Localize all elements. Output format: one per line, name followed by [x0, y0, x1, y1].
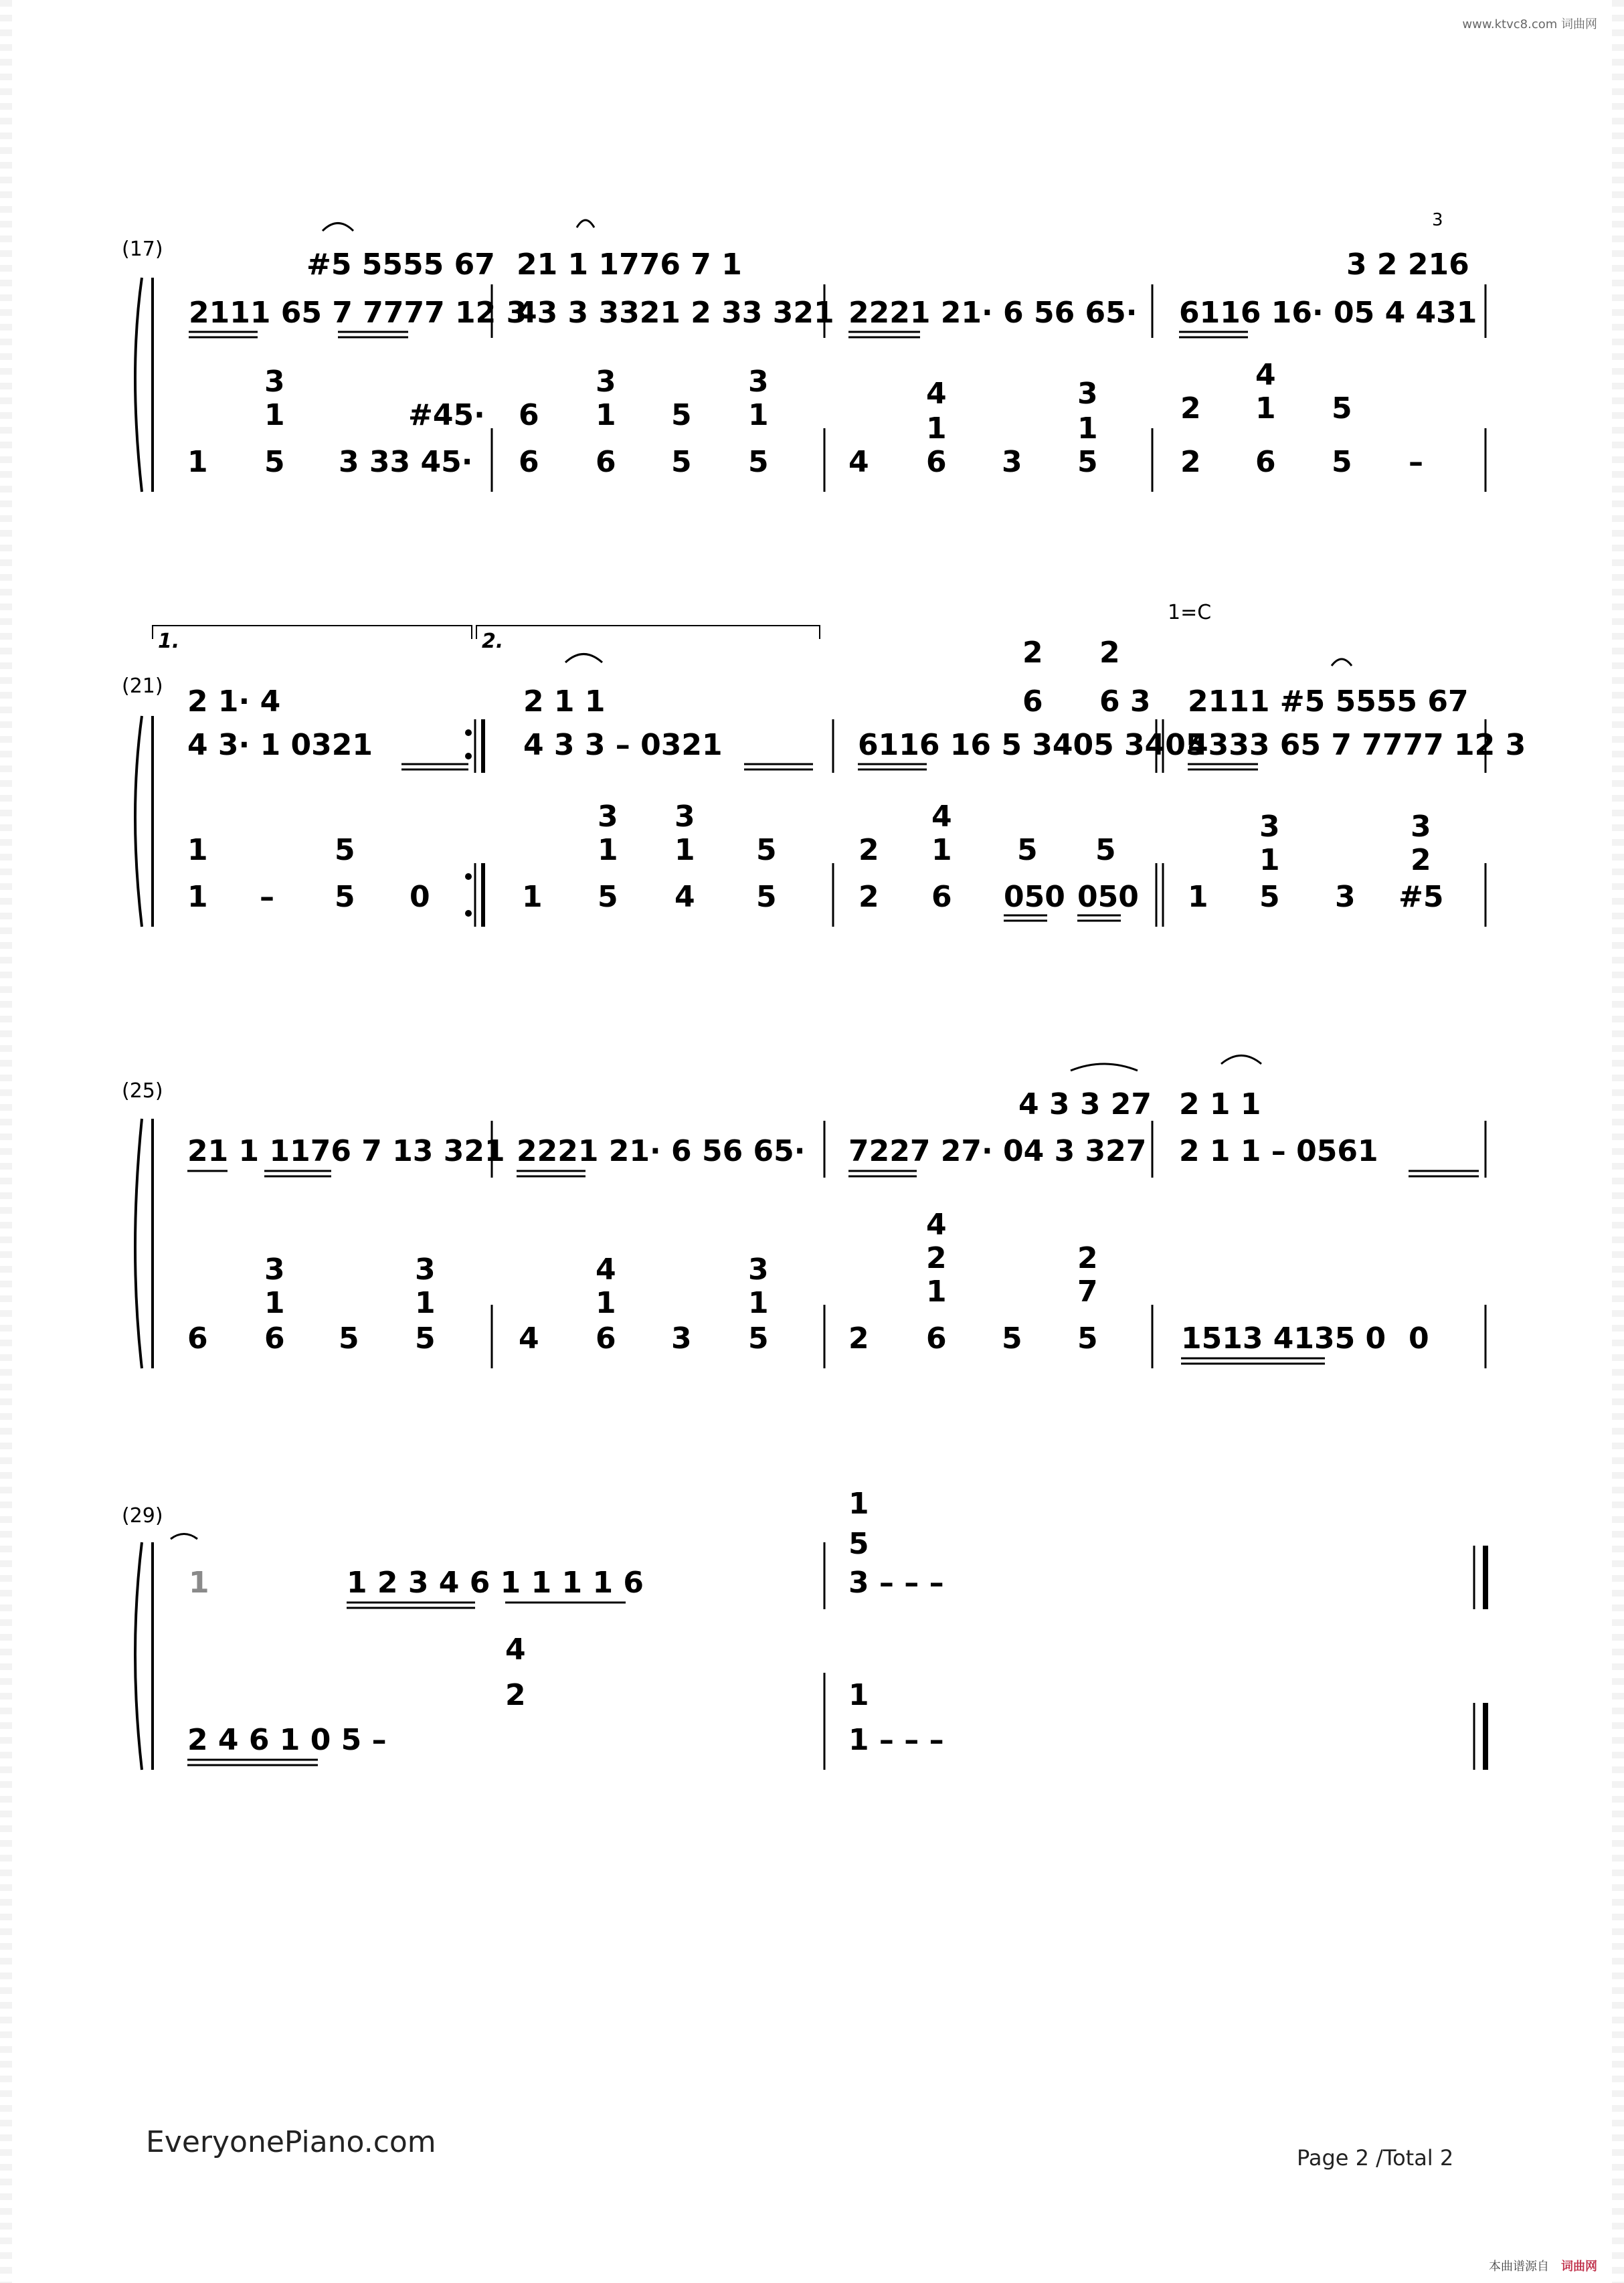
melody-main: 2221 21· 6 56 65· — [517, 1134, 806, 1168]
key-change: 1=C — [1168, 601, 1212, 624]
tie-arc — [577, 220, 594, 227]
bass-note: 5 — [1077, 1321, 1098, 1356]
bass-note: #5 — [1399, 880, 1444, 914]
harmony-mid: 2 — [859, 833, 879, 867]
chord-top: 1 — [848, 1487, 869, 1521]
harmony-top: 3 — [748, 1253, 769, 1287]
harmony-low: 7 — [1077, 1275, 1098, 1309]
bass-note: 1 — [187, 880, 208, 914]
bass-note: 5 — [335, 880, 355, 914]
harmony-mid: 5 — [671, 398, 692, 432]
bass-note: 5 — [264, 445, 285, 479]
triplet-mark: 3 — [1432, 210, 1443, 230]
harmony-mid: 6 — [519, 398, 539, 432]
bass-note: 6 — [187, 1321, 208, 1356]
harmony-mid: 5 — [756, 833, 777, 867]
bass-note: 1 — [1188, 880, 1208, 914]
volta-bracket-2 — [476, 626, 820, 639]
harmony-mid: 5 — [1332, 391, 1352, 426]
harmony-low: 1 — [926, 1275, 947, 1309]
tie-arc — [1332, 659, 1352, 666]
melody-main: 4 3 3 – 0321 — [523, 728, 723, 762]
melody-upper: 3 2 216 — [1346, 248, 1469, 282]
bass-note: 6 — [519, 445, 539, 479]
bass-note: 4 — [519, 1321, 539, 1356]
volta-label-2: 2. — [482, 630, 504, 653]
melody-main: 2221 21· 6 56 65· — [848, 296, 1138, 330]
melody-upper: #5 5555 67 — [306, 248, 495, 282]
system-brace — [135, 1542, 142, 1770]
bass-note: – — [260, 880, 274, 914]
bass-note: 5 — [748, 445, 769, 479]
page-number: Page 2 /Total 2 — [1297, 2145, 1454, 2171]
harmony-top: 4 — [926, 377, 947, 411]
bass-note: 5 — [748, 1321, 769, 1356]
repeat-dot — [465, 729, 472, 736]
harmony-mid: 1 — [748, 398, 769, 432]
harmony-mid: 5 — [335, 833, 355, 867]
melody-upper: 2 1 1 — [523, 684, 606, 719]
volta-bracket-1 — [153, 626, 472, 639]
harmony-top: 3 — [598, 800, 618, 834]
harmony-mid: 2 — [1077, 1241, 1098, 1275]
melody-main: 21 1 1176 7 13 321 — [187, 1134, 505, 1168]
melody-main: 4333 65 7 7777 12 3 — [1188, 728, 1526, 762]
bass-note: 5 — [415, 1321, 436, 1356]
bass-note: 5 — [598, 880, 618, 914]
bass-note: 5 — [1259, 880, 1280, 914]
harmony-mid: 2 — [1180, 391, 1201, 426]
source-logo — [1489, 2258, 1597, 2274]
bass-note: 6 — [931, 880, 952, 914]
bass-note: 050 — [1077, 880, 1139, 914]
system-25 — [122, 1056, 1485, 1369]
melody-main: 6116 16 5 3405 3405 — [858, 728, 1206, 762]
system-brace — [135, 278, 142, 492]
bass-note: 5 — [671, 445, 692, 479]
harmony-mid: 1 — [598, 833, 618, 867]
bass-note: 050 — [1004, 880, 1065, 914]
melody-main: 6116 16· 05 4 431 — [1179, 296, 1477, 330]
system-21 — [122, 601, 1526, 927]
bass-note: 1513 4135 0 — [1181, 1321, 1386, 1356]
harmony-mid: 2 — [926, 1241, 947, 1275]
bass-note: 4 — [848, 445, 869, 479]
harmony-top: 3 — [1411, 810, 1431, 844]
harmony-top: 4 — [926, 1208, 947, 1242]
bass-note: 5 — [1077, 445, 1098, 479]
melody-upper: 21 1 1776 7 1 — [517, 248, 742, 282]
harmony-top: 3 — [264, 1253, 285, 1287]
footer-brand: EveryonePiano.com — [146, 2125, 436, 2159]
melody-main: 7227 27· 04 3 327 — [848, 1134, 1147, 1168]
volta-label-1: 1. — [158, 630, 180, 653]
site-watermark: www.ktvc8.com 词曲网 — [1462, 17, 1597, 31]
harmony-top: 4 — [505, 1633, 526, 1667]
harmony-mid: 1 — [748, 1286, 769, 1320]
melody-upper: 2 1 1 — [1179, 1087, 1261, 1121]
harmony-mid: 1 — [264, 1286, 285, 1320]
measure-number-25: (25) — [122, 1079, 163, 1103]
bass-note: – — [1409, 445, 1423, 479]
harmony-mid: 1 — [1259, 843, 1280, 877]
harmony-top: 4 — [931, 800, 952, 834]
harmony-top: 3 — [674, 800, 695, 834]
harmony-mid: 1 — [848, 1678, 869, 1712]
tie-arc — [565, 654, 602, 663]
bass-note: 6 — [926, 1321, 947, 1356]
melody-main: 4 3· 1 0321 — [187, 728, 373, 762]
harmony-mid: 1 — [931, 833, 952, 867]
bass-note: 6 — [926, 445, 947, 479]
harmony-mid: 2 — [505, 1678, 526, 1712]
harmony-top: 4 — [596, 1253, 616, 1287]
harmony-top: 4 — [1255, 358, 1276, 392]
bass-note: 0 — [1409, 1321, 1429, 1356]
melody-upper: 6 — [1022, 684, 1043, 719]
melody-upper: 2111 #5 5555 67 — [1188, 684, 1469, 719]
bass-note: 3 — [1335, 880, 1356, 914]
system-brace — [135, 1119, 142, 1368]
melody-main: 43 3 3321 2 33 321 — [517, 296, 834, 330]
harmony-mid: #45· — [408, 398, 485, 432]
bass-note: 1 — [187, 445, 208, 479]
bass-note: 2 — [1180, 445, 1201, 479]
harmony-mid: 1 — [926, 412, 947, 446]
measure-number-29: (29) — [122, 1504, 163, 1528]
bass-note: 0 — [410, 880, 430, 914]
harmony-mid: 2 — [1411, 843, 1431, 877]
system-29 — [122, 1487, 1485, 1770]
harmony-top: 3 — [596, 365, 616, 399]
harmony-mid: 1 — [596, 398, 616, 432]
melody-upper: 2 — [1022, 636, 1043, 670]
bass-note: 2 4 6 1 0 5 – — [187, 1723, 387, 1757]
bass-note: 3 — [671, 1321, 692, 1356]
repeat-dot — [465, 873, 472, 880]
harmony-mid: 1 — [264, 398, 285, 432]
harmony-mid: 1 — [1077, 412, 1098, 446]
bass-note: 5 — [339, 1321, 359, 1356]
bass-note: 1 — [522, 880, 543, 914]
system-brace — [135, 716, 142, 927]
tie-arc — [1221, 1056, 1261, 1065]
triplet-bracket — [1071, 1064, 1138, 1071]
system-17 — [122, 210, 1485, 492]
harmony-top: 3 — [1077, 377, 1098, 411]
bass-note: 2 — [848, 1321, 869, 1356]
bass-note: 3 — [1002, 445, 1022, 479]
harmony-top: 3 — [748, 365, 769, 399]
source-logo-brand: 词曲网 — [1561, 2260, 1597, 2274]
harmony-mid: 5 — [1095, 833, 1116, 867]
bass-note: 6 — [264, 1321, 285, 1356]
measure-number-21: (21) — [122, 674, 163, 698]
bass-note: 6 — [596, 1321, 616, 1356]
melody-upper: 2 1· 4 — [187, 684, 281, 719]
bass-note: 1 – – – — [848, 1723, 944, 1757]
bass-note: 5 — [756, 880, 777, 914]
bass-note: 2 — [859, 880, 879, 914]
harmony-mid: 1 — [1255, 391, 1276, 426]
harmony-top: 3 — [415, 1253, 436, 1287]
bass-note: 5 — [1002, 1321, 1022, 1356]
repeat-dot — [465, 753, 472, 759]
source-logo-text: 本曲谱源自 — [1489, 2260, 1549, 2274]
harmony-mid: 1 — [187, 833, 208, 867]
melody-upper: 6 3 — [1099, 684, 1151, 719]
melody-upper: 2 — [1099, 636, 1120, 670]
tie-arc — [171, 1534, 197, 1540]
melody-upper: 4 3 3 27 — [1018, 1087, 1152, 1121]
harmony-mid: 5 — [1017, 833, 1038, 867]
measure-number-17: (17) — [122, 238, 163, 261]
chord-mid: 5 — [848, 1527, 869, 1561]
melody-main: 3 – – – — [848, 1566, 944, 1600]
tie-arc — [323, 223, 353, 232]
melody-main: 2 1 1 – 0561 — [1179, 1134, 1378, 1168]
bass-note: 3 33 45· — [339, 445, 473, 479]
harmony-mid: 1 — [596, 1286, 616, 1320]
melody-main: 2111 65 7 7777 12 3 — [189, 296, 527, 330]
bass-note: 6 — [1255, 445, 1276, 479]
harmony-top: 3 — [1259, 810, 1280, 844]
repeat-dot — [465, 910, 472, 917]
bass-note: 4 — [674, 880, 695, 914]
melody-main: 1 — [189, 1566, 209, 1600]
bass-note: 6 — [596, 445, 616, 479]
harmony-mid: 1 — [415, 1286, 436, 1320]
melody-main: 1 2 3 4 6 1 1 1 1 6 — [347, 1566, 644, 1600]
bass-note: 5 — [1332, 445, 1352, 479]
harmony-top: 3 — [264, 365, 285, 399]
harmony-mid: 1 — [674, 833, 695, 867]
